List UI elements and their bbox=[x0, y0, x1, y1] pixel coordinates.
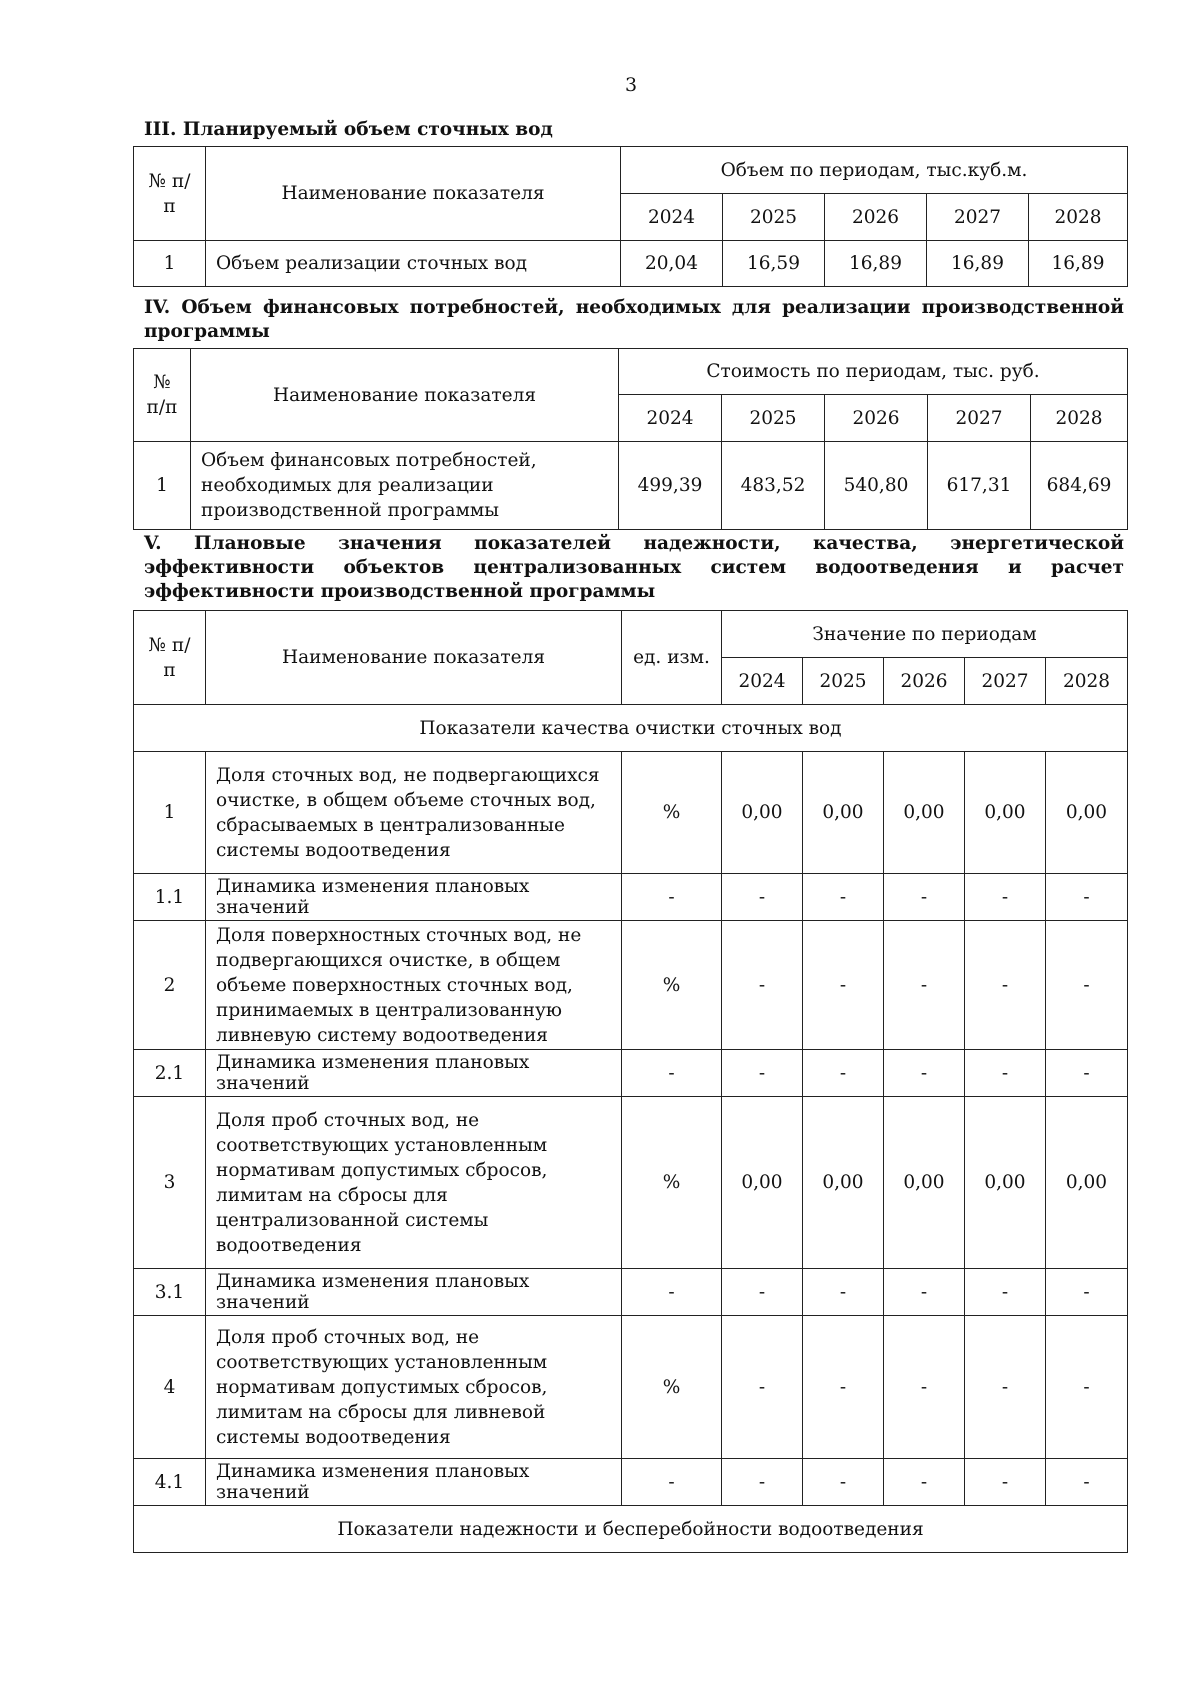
row-num: 4.1 bbox=[134, 1459, 206, 1506]
row-value: - bbox=[965, 1269, 1046, 1316]
year-header: 2028 bbox=[1046, 658, 1128, 705]
row-value: 16,89 bbox=[1029, 241, 1128, 287]
row-value: - bbox=[803, 1269, 884, 1316]
row-value: 20,04 bbox=[621, 241, 723, 287]
table-row bbox=[134, 1050, 1128, 1097]
row-value: - bbox=[884, 1459, 965, 1506]
row-value: - bbox=[803, 874, 884, 921]
row-value: - bbox=[722, 874, 803, 921]
row-value: 0,00 bbox=[1046, 1097, 1128, 1269]
col-num-header: № п/п bbox=[134, 349, 191, 442]
year-header: 2027 bbox=[928, 395, 1031, 442]
col-name-header: Наименование показателя bbox=[191, 349, 619, 442]
row-name: Доля проб сточных вод, не соответствующих установленным нормативам допустимых сбросов, лимитам на сбросы для ливневой системы водоотведения bbox=[206, 1316, 622, 1459]
row-value: 499,39 bbox=[619, 442, 722, 530]
row-value: - bbox=[1046, 874, 1128, 921]
row-name: Доля сточных вод, не подвергающихся очистке, в общем объеме сточных вод, сбрасываемых в централизованные системы водоотведения bbox=[206, 752, 622, 874]
row-value: - bbox=[803, 1050, 884, 1097]
section-5-title: V. Плановые значения показателей надежности, качества, энергетической эффективности объектов централизованных систем водоотведения и расчет эффективности производственной программы bbox=[144, 533, 1124, 602]
row-value: - bbox=[884, 874, 965, 921]
row-name: Динамика изменения плановых значений bbox=[206, 1269, 622, 1316]
row-value: 16,89 bbox=[927, 241, 1029, 287]
planned-volume-table bbox=[133, 146, 1128, 287]
row-value: - bbox=[1046, 1459, 1128, 1506]
period-group-header: Объем по периодам, тыс.куб.м. bbox=[621, 147, 1128, 194]
row-value: - bbox=[884, 1269, 965, 1316]
year-header: 2028 bbox=[1031, 395, 1128, 442]
row-value: - bbox=[1046, 1316, 1128, 1459]
row-value: 684,69 bbox=[1031, 442, 1128, 530]
row-value: 483,52 bbox=[722, 442, 825, 530]
table-row bbox=[134, 1269, 1128, 1316]
row-value: - bbox=[965, 1459, 1046, 1506]
row-name: Доля проб сточных вод, не соответствующих установленным нормативам допустимых сбросов, лимитам на сбросы для централизованной системы водоотведения bbox=[206, 1097, 622, 1269]
row-name: Динамика изменения плановых значений bbox=[206, 1459, 622, 1506]
row-num: 1 bbox=[134, 241, 206, 287]
period-group-header: Стоимость по периодам, тыс. руб. bbox=[619, 349, 1128, 395]
row-value: 617,31 bbox=[928, 442, 1031, 530]
group-header-quality: Показатели качества очистки сточных вод bbox=[134, 705, 1128, 752]
row-value: - bbox=[803, 1316, 884, 1459]
row-value: - bbox=[722, 1269, 803, 1316]
row-value: - bbox=[1046, 921, 1128, 1050]
row-num: 2.1 bbox=[134, 1050, 206, 1097]
year-header: 2025 bbox=[803, 658, 884, 705]
row-value: 0,00 bbox=[884, 752, 965, 874]
year-header: 2027 bbox=[927, 194, 1029, 241]
row-value: - bbox=[965, 921, 1046, 1050]
col-num-header: № п/п bbox=[134, 147, 206, 241]
row-value: 0,00 bbox=[803, 1097, 884, 1269]
row-value: 16,59 bbox=[723, 241, 825, 287]
year-header: 2024 bbox=[722, 658, 803, 705]
row-value: 540,80 bbox=[825, 442, 928, 530]
row-value: 16,89 bbox=[825, 241, 927, 287]
year-header: 2028 bbox=[1029, 194, 1128, 241]
row-name: Динамика изменения плановых значений bbox=[206, 874, 622, 921]
row-value: 0,00 bbox=[965, 752, 1046, 874]
table-row bbox=[134, 1459, 1128, 1506]
row-value: - bbox=[722, 1050, 803, 1097]
table-row bbox=[134, 752, 1128, 874]
row-value: - bbox=[1046, 1050, 1128, 1097]
row-value: - bbox=[722, 921, 803, 1050]
year-header: 2026 bbox=[825, 395, 928, 442]
row-value: - bbox=[965, 874, 1046, 921]
year-header: 2026 bbox=[884, 658, 965, 705]
col-name-header: Наименование показателя bbox=[206, 611, 622, 705]
year-header: 2027 bbox=[965, 658, 1046, 705]
year-header: 2026 bbox=[825, 194, 927, 241]
table-row bbox=[134, 241, 1128, 287]
table-row bbox=[134, 1316, 1128, 1459]
row-value: 0,00 bbox=[803, 752, 884, 874]
year-header: 2025 bbox=[723, 194, 825, 241]
row-unit: - bbox=[622, 1269, 722, 1316]
row-num: 1 bbox=[134, 442, 191, 530]
section-3-title: III. Планируемый объем сточных вод bbox=[144, 119, 553, 140]
table-row bbox=[134, 1097, 1128, 1269]
row-num: 1.1 bbox=[134, 874, 206, 921]
section-4-title: IV. Объем финансовых потребностей, необходимых для реализации производственной программы bbox=[144, 297, 1124, 342]
row-num: 3 bbox=[134, 1097, 206, 1269]
row-value: - bbox=[722, 1316, 803, 1459]
row-value: 0,00 bbox=[884, 1097, 965, 1269]
row-unit: - bbox=[622, 1050, 722, 1097]
row-unit: % bbox=[622, 1097, 722, 1269]
col-num-header: № п/п bbox=[134, 611, 206, 705]
row-value: - bbox=[884, 1316, 965, 1459]
row-value: - bbox=[884, 1050, 965, 1097]
row-value: - bbox=[965, 1316, 1046, 1459]
row-name: Объем реализации сточных вод bbox=[206, 241, 621, 287]
col-name-header: Наименование показателя bbox=[206, 147, 621, 241]
row-value: - bbox=[965, 1050, 1046, 1097]
row-num: 2 bbox=[134, 921, 206, 1050]
table-row bbox=[134, 442, 1128, 530]
row-value: - bbox=[803, 921, 884, 1050]
row-value: 0,00 bbox=[722, 1097, 803, 1269]
performance-indicators-table bbox=[133, 610, 1128, 1553]
row-unit: % bbox=[622, 752, 722, 874]
row-unit: - bbox=[622, 874, 722, 921]
year-header: 2024 bbox=[619, 395, 722, 442]
row-value: - bbox=[1046, 1269, 1128, 1316]
row-value: - bbox=[884, 921, 965, 1050]
row-value: 0,00 bbox=[965, 1097, 1046, 1269]
table-row bbox=[134, 874, 1128, 921]
year-header: 2024 bbox=[621, 194, 723, 241]
row-num: 4 bbox=[134, 1316, 206, 1459]
row-name: Доля поверхностных сточных вод, не подвергающихся очистке, в общем объеме поверхностных сточных вод, принимаемых в централизованную ливневую систему водоотведения bbox=[206, 921, 622, 1050]
row-unit: - bbox=[622, 1459, 722, 1506]
financial-needs-table bbox=[133, 348, 1128, 530]
row-name: Объем финансовых потребностей, необходимых для реализации производственной программы bbox=[191, 442, 619, 530]
col-unit-header: ед. изм. bbox=[622, 611, 722, 705]
table-row bbox=[134, 921, 1128, 1050]
row-num: 1 bbox=[134, 752, 206, 874]
group-header-reliability: Показатели надежности и бесперебойности водоотведения bbox=[134, 1506, 1128, 1553]
row-name: Динамика изменения плановых значений bbox=[206, 1050, 622, 1097]
row-num: 3.1 bbox=[134, 1269, 206, 1316]
page-number: 3 bbox=[624, 74, 638, 96]
row-value: - bbox=[722, 1459, 803, 1506]
year-header: 2025 bbox=[722, 395, 825, 442]
row-value: 0,00 bbox=[1046, 752, 1128, 874]
row-unit: % bbox=[622, 921, 722, 1050]
row-unit: % bbox=[622, 1316, 722, 1459]
row-value: - bbox=[803, 1459, 884, 1506]
period-group-header: Значение по периодам bbox=[722, 611, 1128, 658]
row-value: 0,00 bbox=[722, 752, 803, 874]
